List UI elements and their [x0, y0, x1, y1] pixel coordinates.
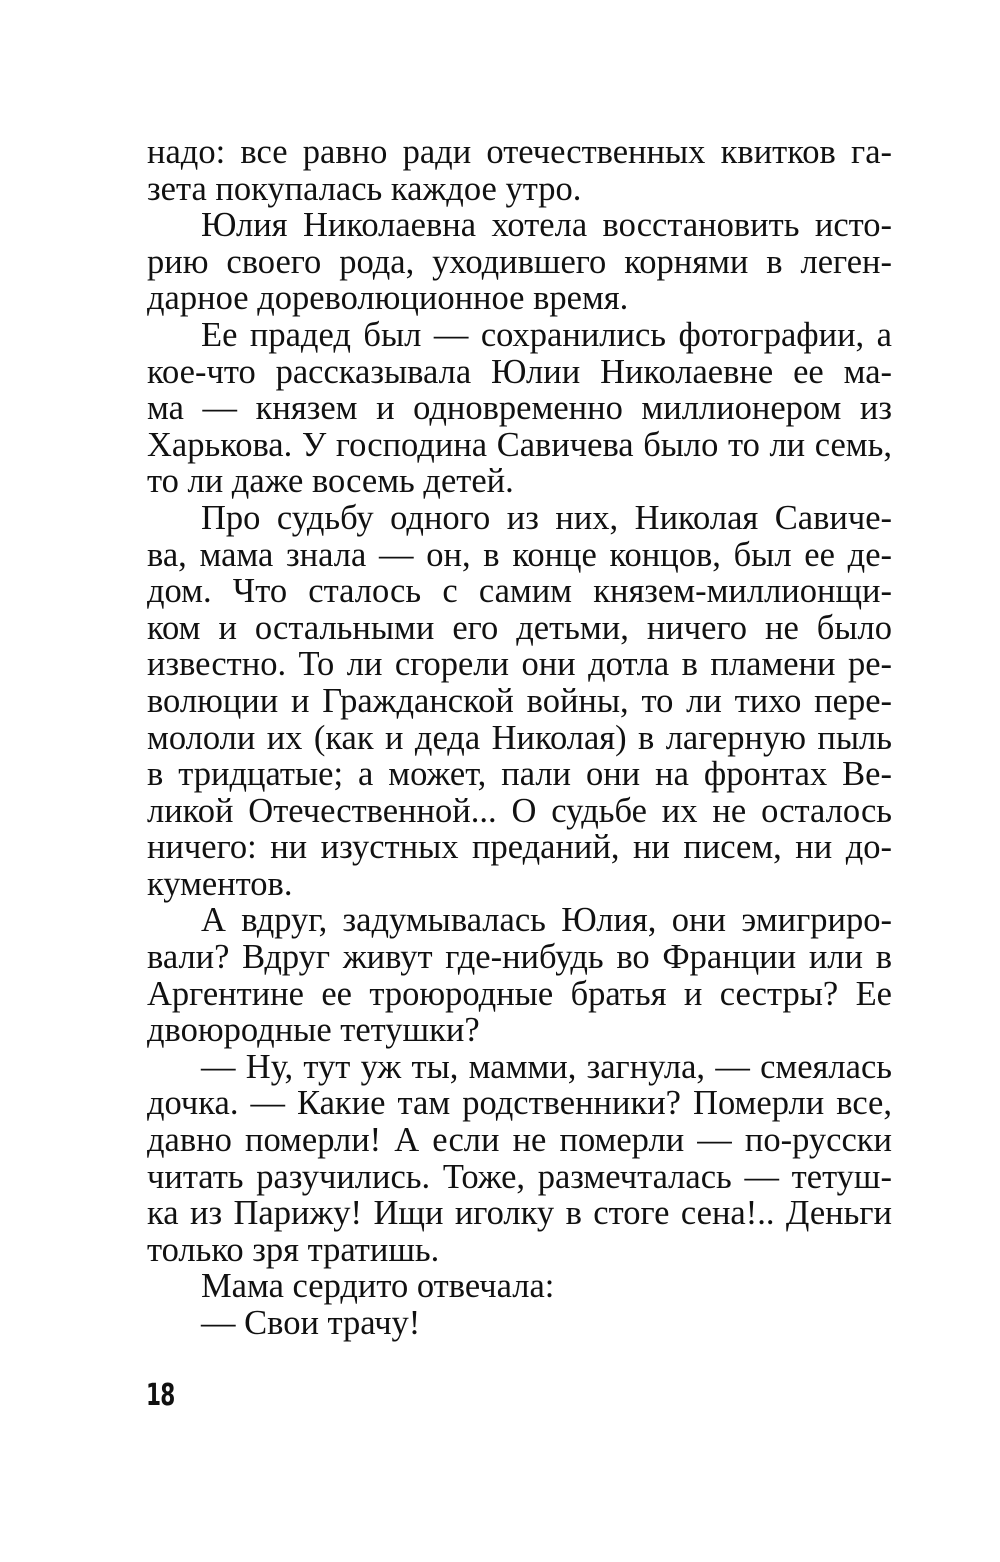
body-text — [147, 134, 892, 1342]
text-line: ка из Парижу! Ищи иголку в стоге сена!.. Деньги — [147, 1194, 892, 1233]
text-line: давно померли! А если не померли — по-русски — [147, 1121, 892, 1160]
text-line: А вдруг, задумывалась Юлия, они эмигриро- — [201, 901, 892, 940]
page-number: 18 — [146, 1378, 175, 1413]
text-line: Юлия Николаевна хотела восстановить исто- — [201, 206, 892, 245]
text-line: зета покупалась каждое утро. — [147, 169, 582, 208]
text-line: ком и остальными его детьми, ничего не было — [147, 608, 892, 647]
text-line: дочка. — Какие там родственники? Померли все, — [147, 1084, 892, 1123]
text-line: ва, мама знала — он, в конце концов, был ее де- — [147, 535, 892, 574]
text-line: ликой Отечественной... О судьбе их не осталось — [147, 791, 892, 830]
text-line: кое-что рассказывала Юлии Николаевне ее ма- — [147, 352, 892, 391]
text-line: вали? Вдруг живут где-нибудь во Франции или в — [147, 938, 892, 977]
text-line: ничего: ни изустных преданий, ни писем, ни до- — [147, 828, 892, 867]
text-line: Харькова. У господина Савичева было то ли семь, — [147, 425, 892, 464]
text-line: только зря тратишь. — [147, 1230, 440, 1269]
text-line: читать разучились. Тоже, размечталась — тетуш- — [147, 1157, 892, 1196]
text-line: то ли даже восемь детей. — [147, 462, 514, 501]
text-line: — Свои трачу! — [201, 1304, 421, 1342]
text-line: двоюродные тетушки? — [147, 1011, 480, 1050]
text-line: надо: все равно ради отечественных квитков га- — [147, 133, 892, 171]
text-line: кументов. — [147, 864, 293, 903]
text-line: дом. Что сталось с самим князем-миллионщи- — [147, 572, 892, 611]
text-line: ма — князем и одновременно миллионером из — [147, 389, 892, 428]
text-line: Про судьбу одного из них, Николая Савиче- — [201, 498, 892, 537]
text-line: — Ну, тут уж ты, мамми, загнула, — смеялась — [201, 1047, 892, 1086]
text-line: Ее прадед был — сохранились фотографии, а — [201, 315, 892, 354]
text-line: рию своего рода, уходившего корнями в леген- — [147, 242, 892, 281]
text-line: Мама сердито отвечала: — [201, 1267, 555, 1306]
text-line: дарное дореволюционное время. — [147, 279, 629, 318]
text-line: мололи их (как и деда Николая) в лагерную пыль — [147, 718, 892, 757]
text-line: Аргентине ее троюродные братья и сестры? Ее — [147, 974, 892, 1013]
text-line: известно. То ли сгорели они дотла в пламени ре- — [147, 645, 892, 684]
text-line: волюции и Гражданской войны, то ли тихо пере- — [147, 681, 892, 720]
text-line: в тридцатые; а может, пали они на фронтах Ве- — [147, 755, 892, 794]
